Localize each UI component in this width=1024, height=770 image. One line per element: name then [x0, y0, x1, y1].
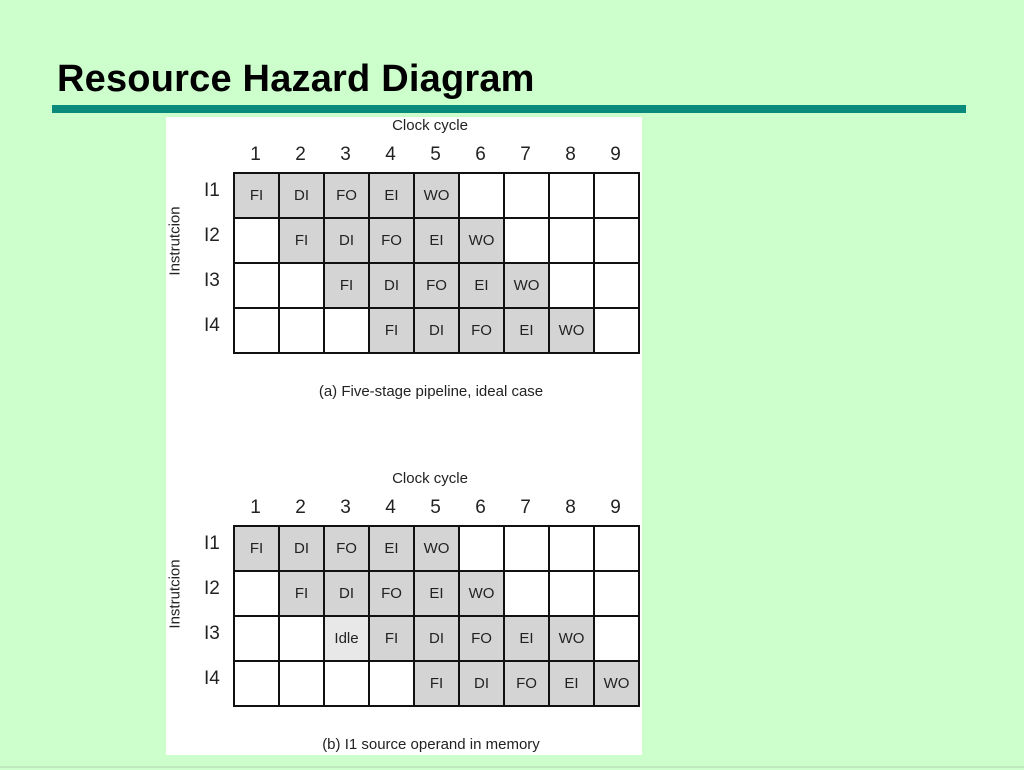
empty-cell: [458, 525, 505, 572]
empty-cell: [593, 525, 640, 572]
empty-cell: [548, 262, 595, 309]
empty-cell: [503, 525, 550, 572]
stage-cell: FI: [323, 262, 370, 309]
instruction-label: I2: [204, 578, 220, 599]
x-axis-title: Clock cycle: [392, 117, 468, 134]
slide-title: Resource Hazard Diagram: [57, 58, 535, 100]
instruction-label: I1: [204, 180, 220, 201]
cycle-header: 5: [430, 144, 441, 165]
stage-cell: FI: [278, 217, 325, 264]
empty-cell: [233, 660, 280, 707]
cycle-header: 6: [475, 497, 486, 518]
stage-cell: DI: [323, 570, 370, 617]
stage-cell: WO: [413, 525, 460, 572]
stage-cell: FO: [323, 172, 370, 219]
empty-cell: [368, 660, 415, 707]
stage-cell: DI: [323, 217, 370, 264]
empty-cell: [278, 307, 325, 354]
empty-cell: [233, 217, 280, 264]
stage-cell: WO: [413, 172, 460, 219]
empty-cell: [458, 172, 505, 219]
stage-cell: FO: [458, 615, 505, 662]
cycle-header: 2: [295, 497, 306, 518]
stage-cell: FI: [278, 570, 325, 617]
cycle-header: 5: [430, 497, 441, 518]
cycle-header: 1: [250, 497, 261, 518]
stage-cell: FI: [233, 172, 280, 219]
stage-cell: FO: [368, 217, 415, 264]
cycle-header: 9: [610, 497, 621, 518]
cycle-header: 2: [295, 144, 306, 165]
stage-cell: WO: [593, 660, 640, 707]
cycle-header: 4: [385, 144, 396, 165]
cycle-header: 3: [340, 497, 351, 518]
instruction-label: I3: [204, 623, 220, 644]
cycle-header: 8: [565, 144, 576, 165]
stage-cell: FI: [413, 660, 460, 707]
cycle-header: 9: [610, 144, 621, 165]
empty-cell: [233, 307, 280, 354]
instruction-label: I4: [204, 668, 220, 689]
stage-cell: EI: [503, 615, 550, 662]
empty-cell: [503, 570, 550, 617]
stage-cell: FO: [458, 307, 505, 354]
stage-cell: EI: [368, 172, 415, 219]
cycle-header: 1: [250, 144, 261, 165]
empty-cell: [233, 570, 280, 617]
stage-cell: EI: [503, 307, 550, 354]
y-axis-label: Instrutcion: [166, 559, 184, 629]
empty-cell: [548, 570, 595, 617]
cycle-header: 8: [565, 497, 576, 518]
empty-cell: [278, 262, 325, 309]
empty-cell: [593, 172, 640, 219]
stage-cell: FO: [323, 525, 370, 572]
stage-cell: WO: [458, 217, 505, 264]
stage-cell: DI: [413, 307, 460, 354]
empty-cell: [593, 570, 640, 617]
title-rule: [52, 105, 966, 113]
empty-cell: [233, 262, 280, 309]
stage-cell: EI: [413, 217, 460, 264]
stage-cell: DI: [413, 615, 460, 662]
stage-cell: Idle: [323, 615, 370, 662]
stage-cell: EI: [368, 525, 415, 572]
stage-cell: DI: [278, 172, 325, 219]
empty-cell: [593, 615, 640, 662]
instruction-label: I1: [204, 533, 220, 554]
stage-cell: FI: [368, 307, 415, 354]
diagram-b: [166, 470, 642, 770]
empty-cell: [593, 307, 640, 354]
stage-cell: FI: [233, 525, 280, 572]
cycle-header: 6: [475, 144, 486, 165]
diagram-a: [166, 117, 642, 417]
stage-cell: FO: [503, 660, 550, 707]
stage-cell: FO: [413, 262, 460, 309]
pipeline-grid: [233, 172, 641, 355]
stage-cell: WO: [503, 262, 550, 309]
instruction-label: I3: [204, 270, 220, 291]
caption: (b) I1 source operand in memory: [322, 736, 540, 753]
pipeline-grid: [233, 525, 641, 708]
stage-cell: EI: [458, 262, 505, 309]
empty-cell: [548, 525, 595, 572]
empty-cell: [323, 660, 370, 707]
y-axis-label: Instrutcion: [166, 206, 184, 276]
empty-cell: [278, 660, 325, 707]
stage-cell: WO: [548, 307, 595, 354]
stage-cell: WO: [548, 615, 595, 662]
empty-cell: [233, 615, 280, 662]
cycle-header: 7: [520, 144, 531, 165]
instruction-label: I2: [204, 225, 220, 246]
stage-cell: EI: [413, 570, 460, 617]
empty-cell: [323, 307, 370, 354]
stage-cell: DI: [368, 262, 415, 309]
stage-cell: FO: [368, 570, 415, 617]
stage-cell: EI: [548, 660, 595, 707]
x-axis-title: Clock cycle: [392, 470, 468, 487]
empty-cell: [548, 217, 595, 264]
cycle-header: 3: [340, 144, 351, 165]
stage-cell: DI: [458, 660, 505, 707]
caption: (a) Five-stage pipeline, ideal case: [318, 383, 544, 400]
instruction-label: I4: [204, 315, 220, 336]
cycle-header: 4: [385, 497, 396, 518]
empty-cell: [503, 172, 550, 219]
empty-cell: [593, 262, 640, 309]
empty-cell: [503, 217, 550, 264]
stage-cell: WO: [458, 570, 505, 617]
stage-cell: DI: [278, 525, 325, 572]
empty-cell: [278, 615, 325, 662]
stage-cell: FI: [368, 615, 415, 662]
empty-cell: [548, 172, 595, 219]
empty-cell: [593, 217, 640, 264]
cycle-header: 7: [520, 497, 531, 518]
pipeline-figure: [166, 117, 642, 755]
